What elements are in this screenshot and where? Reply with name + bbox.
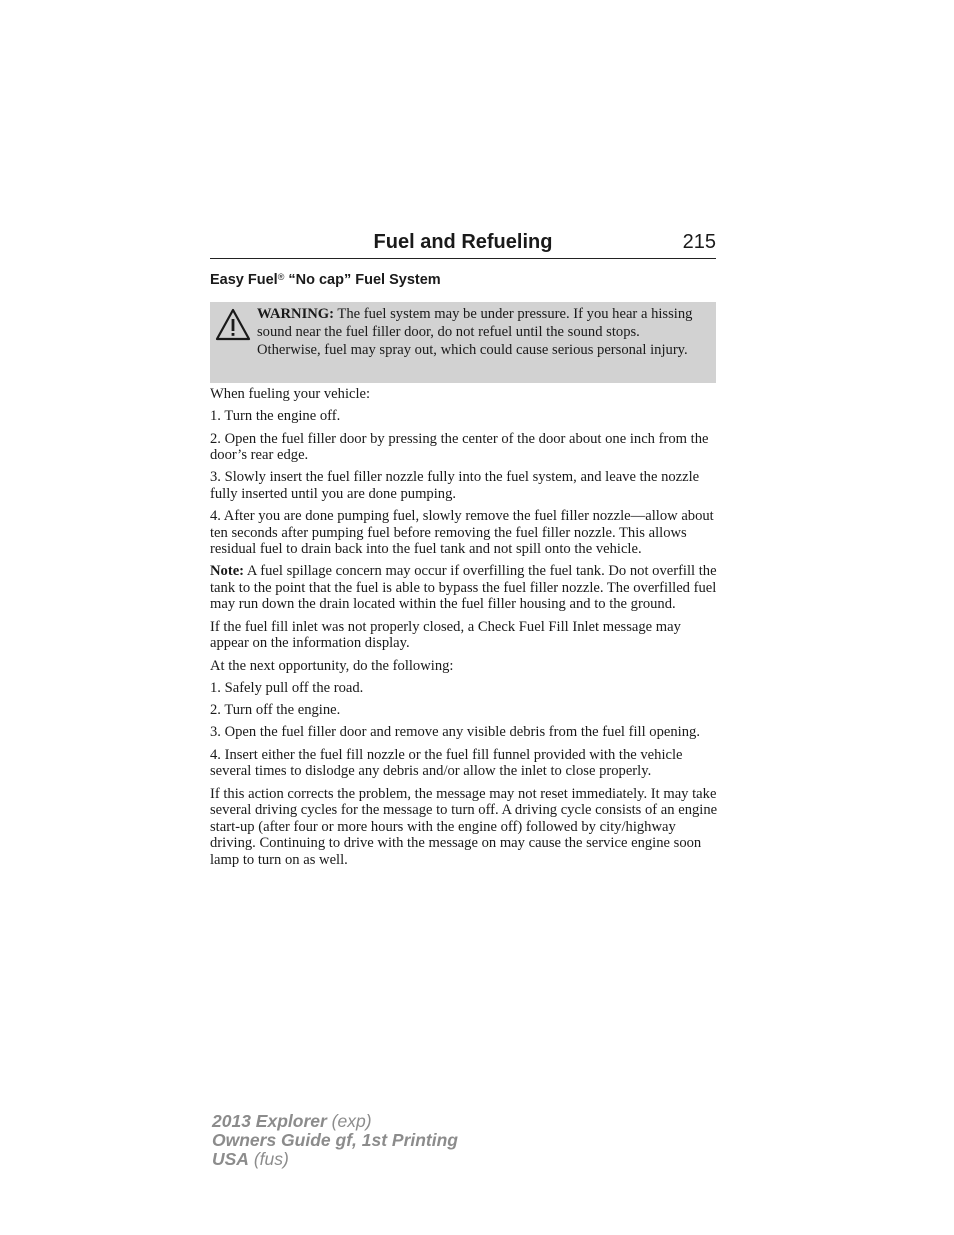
- footer-line: [212, 1131, 458, 1150]
- step-item: 3. Open the fuel filler door and remove any visible debris from the fuel fill opening.: [210, 724, 700, 741]
- closing-paragraph: If this action corrects the problem, the message may not reset immediately. It may take several driving cycles for the message to turn off. A driving cycle consists of an engine start-up (after four or more hours with the engine off) followed by city/highway driving. Continuing to drive with the message on may cause the service engine soon lamp to turn on as well.: [210, 785, 718, 868]
- step-item: 3. Slowly insert the fuel filler nozzle fully into the fuel system, and leave the nozzle fully inserted until you are done pumping.: [210, 469, 700, 502]
- warning-label: WARNING:: [257, 306, 335, 322]
- footer-line: [212, 1150, 458, 1169]
- section-title-rest: “No cap” Fuel System: [284, 272, 441, 288]
- page-header: [210, 230, 716, 259]
- footer-market-code: (fus): [248, 1149, 289, 1169]
- inlet-paragraph: If the fuel fill inlet was not properly closed, a Check Fuel Fill Inlet message may appear on the information display.: [210, 618, 681, 652]
- step-item: 4. After you are done pumping fuel, slowly remove the fuel filler nozzle—allow about ten seconds after pumping fuel before removing the fuel filler nozzle. This allows residual fuel to drain back into the fuel tank and not spill onto the vehicle.: [210, 508, 714, 558]
- body-text: [210, 386, 718, 874]
- footer-model-code: (exp): [326, 1111, 372, 1131]
- step-item: 2. Open the fuel filler door by pressing the center of the door about one inch from the door’s rear edge.: [210, 430, 709, 464]
- note-paragraph: [210, 563, 718, 613]
- note-text: A fuel spillage concern may occur if overfilling the fuel tank. Do not overfill the tank to the point that the fuel is able to bypass the fuel filler nozzle. The overfilled fuel may run down the drain located within the fuel filler housing and to the ground.: [210, 563, 717, 613]
- step-item: 2. Turn off the engine.: [210, 702, 341, 719]
- registered-mark: ®: [277, 272, 285, 282]
- step-item: 4. Insert either the fuel fill nozzle or the fuel fill funnel provided with the vehicle several times to dislodge any debris and/or allow the inlet to close properly.: [210, 746, 683, 780]
- chapter-title: Fuel and Refueling: [373, 231, 553, 253]
- footer-model: 2013 Explorer: [212, 1111, 327, 1131]
- intro-paragraph: When fueling your vehicle:: [210, 386, 371, 402]
- page-footer: [212, 1112, 458, 1169]
- footer-line: [212, 1112, 458, 1131]
- footer-market: USA: [212, 1149, 249, 1169]
- section-title: [210, 268, 441, 289]
- warning-triangle-icon: [215, 308, 251, 342]
- note-label: Note:: [210, 563, 245, 580]
- warning-text: The fuel system may be under pressure. If you hear a hissing sound near the fuel filler door, do not refuel until the sound stops. Otherwise, fuel may spray out, which could cause serious personal injury.: [257, 306, 693, 359]
- step-item: 1. Turn the engine off.: [210, 408, 341, 425]
- footer-guide: Owners Guide gf, 1st Printing: [212, 1130, 458, 1150]
- section-title-main: Easy Fuel: [210, 272, 278, 288]
- opportunity-paragraph: At the next opportunity, do the following:: [210, 657, 454, 674]
- page-number: 215: [682, 231, 716, 253]
- warning-box: [210, 302, 716, 383]
- step-item: 1. Safely pull off the road.: [210, 679, 364, 696]
